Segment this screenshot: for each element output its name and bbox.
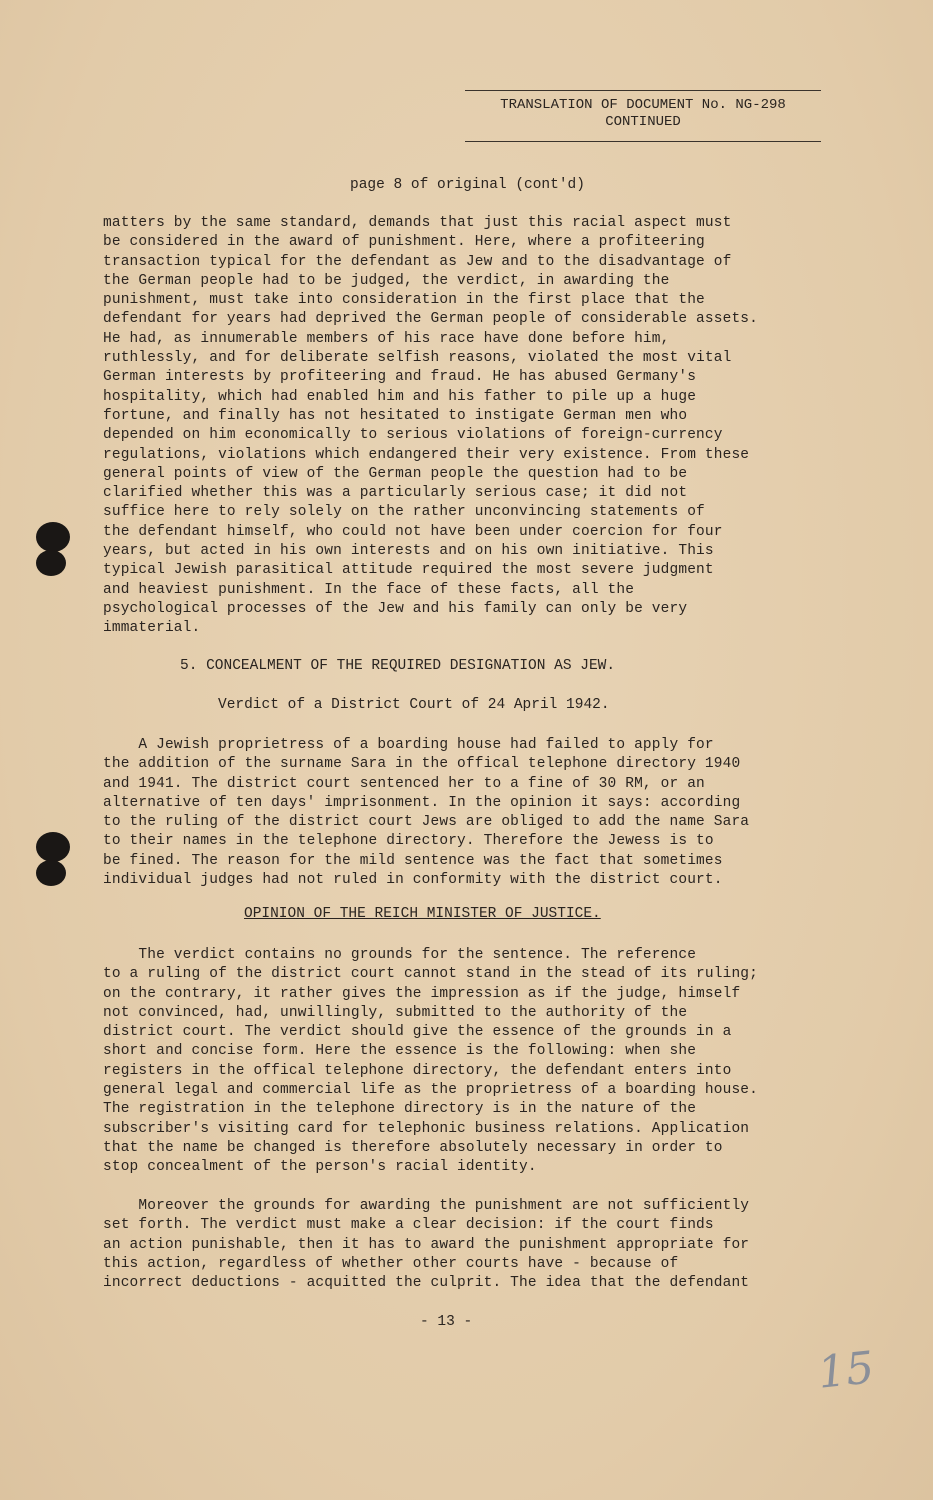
handwritten-page-number: 15 [815, 1342, 877, 1399]
text-line: general legal and commercial life as the proprietress of a boarding house. [103, 1082, 759, 1099]
page-number: - 13 - [420, 1314, 473, 1330]
text-line: and 1941. The district court sentenced her to a fine of 30 RM, or an [103, 775, 705, 792]
header-continued: CONTINUED [605, 114, 681, 130]
text-line: be fined. The reason for the mild sentence was the fact that sometimes [103, 852, 723, 869]
text-line: punishment, must take into consideration in the first place that the [103, 292, 705, 309]
paragraph-profiteering-verdict [103, 214, 758, 639]
text-line: on the contrary, it rather gives the impression as if the judge, himself [103, 985, 741, 1002]
text-line: to the ruling of the district court Jews are obliged to add the name Sara [103, 814, 750, 831]
text-line: psychological processes of the Jew and his family can only be very [103, 600, 688, 617]
text-line: registers in the offical telephone directory, the defendant enters into [103, 1062, 732, 1079]
text-line: individual judges had not ruled in conformity with the district court. [103, 872, 723, 889]
punch-hole-bottom-lower [36, 860, 66, 886]
text-line: set forth. The verdict must make a clear decision: if the court finds [103, 1217, 714, 1234]
text-line: Moreover the grounds for awarding the punishment are not sufficiently [103, 1198, 750, 1214]
text-line: the addition of the surname Sara in the offical telephone directory 1940 [103, 756, 741, 773]
text-line: clarified whether this was a particularly serious case; it did not [103, 485, 688, 502]
text-line: defendant for years had deprived the German people of considerable assets. [103, 311, 759, 328]
text-line: depended on him economically to serious violations of foreign-currency [103, 427, 723, 444]
opinion-heading: OPINION OF THE REICH MINISTER OF JUSTICE. [244, 906, 601, 922]
original-page-note: page 8 of original (cont'd) [350, 177, 585, 193]
text-line: be considered in the award of punishment. Here, where a profiteering [103, 234, 705, 251]
text-line: suffice here to rely solely on the rather unconvincing statements of [103, 504, 705, 521]
paragraph-opinion [103, 946, 758, 1178]
text-line: an action punishable, then it has to award the punishment appropriate for [103, 1236, 750, 1253]
paragraph-boarding-house [103, 736, 749, 890]
text-line: ruthlessly, and for deliberate selfish reasons, violated the most vital [103, 350, 732, 367]
header-document-number: TRANSLATION OF DOCUMENT No. NG-298 [500, 97, 786, 113]
paragraph-punishment-grounds [103, 1197, 749, 1293]
text-line: not convinced, had, unwillingly, submitted to the authority of the [103, 1004, 688, 1021]
translation-header [465, 90, 821, 142]
text-line: to their names in the telephone directory. Therefore the Jewess is to [103, 833, 714, 850]
text-line: The registration in the telephone directory is in the nature of the [103, 1101, 697, 1118]
text-line: stop concealment of the person's racial identity. [103, 1159, 537, 1176]
text-line: general points of view of the German people the question had to be [103, 465, 688, 482]
text-line: subscriber's visiting card for telephonic business relations. Application [103, 1120, 750, 1137]
text-line: A Jewish proprietress of a boarding house had failed to apply for [103, 737, 714, 753]
text-line: the defendant himself, who could not have been under coercion for four [103, 523, 723, 540]
text-line: incorrect deductions - acquitted the culprit. The idea that the defendant [103, 1275, 750, 1292]
text-line: hospitality, which had enabled him and his father to pile up a huge [103, 388, 697, 405]
text-line: matters by the same standard, demands that just this racial aspect must [103, 215, 732, 231]
text-line: fortune, and finally has not hesitated to instigate German men who [103, 407, 688, 424]
text-line: regulations, violations which endangered their very existence. From these [103, 446, 750, 463]
text-line: and heaviest punishment. In the face of these facts, all the [103, 581, 635, 598]
text-line: alternative of ten days' imprisonment. In the opinion it says: according [103, 794, 741, 811]
text-line: He had, as innumerable members of his race have done before him, [103, 330, 670, 347]
text-line: typical Jewish parasitical attitude required the most severe judgment [103, 562, 714, 579]
punch-hole-bottom [36, 832, 70, 862]
punch-hole-top [36, 522, 70, 552]
text-line: that the name be changed is therefore absolutely necessary in order to [103, 1139, 723, 1156]
text-line: transaction typical for the defendant as Jew and to the disadvantage of [103, 253, 732, 270]
text-line: The verdict contains no grounds for the sentence. The reference [103, 947, 697, 963]
punch-hole-top-lower [36, 550, 66, 576]
verdict-date-heading: Verdict of a District Court of 24 April 1942. [218, 697, 610, 713]
text-line: district court. The verdict should give the essence of the grounds in a [103, 1024, 732, 1041]
text-line: years, but acted in his own interests and on his own initiative. This [103, 543, 714, 560]
text-line: short and concise form. Here the essence is the following: when she [103, 1043, 697, 1060]
text-line: the German people had to be judged, the verdict, in awarding the [103, 272, 670, 289]
text-line: German interests by profiteering and fraud. He has abused Germany's [103, 369, 697, 386]
section-5-heading: 5. CONCEALMENT OF THE REQUIRED DESIGNATION AS JEW. [180, 658, 616, 674]
text-line: to a ruling of the district court cannot stand in the stead of its ruling; [103, 966, 759, 983]
text-line: immaterial. [103, 620, 201, 637]
text-line: this action, regardless of whether other courts have - because of [103, 1255, 679, 1272]
